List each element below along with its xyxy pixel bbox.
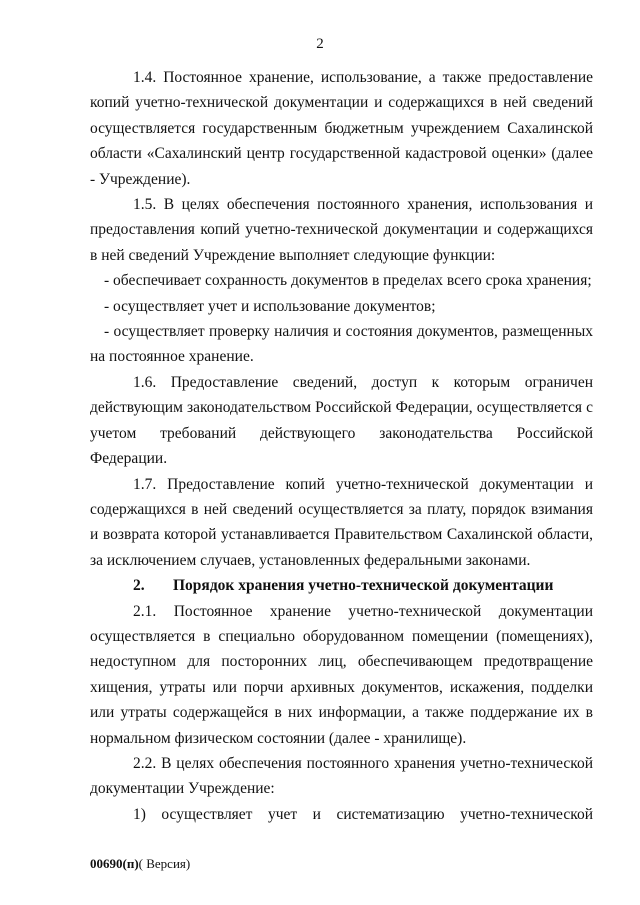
section-heading [90,573,593,598]
list-item-inspection: - осуществляет проверку наличия и состояния документов, размещенных на постоянное хранение. [90,323,593,366]
list-item-accounting: - осуществляет учет и использование документов; [104,297,436,315]
paragraph-1-4: 1.4. Постоянное хранение, использование, а также предоставление копий учетно-технической документации и содержащихся в ней сведений осуществляется государственным бюджетным учреждением Сахалинской области «Сахалинский центр государственной кадастровой оценки» (далее - Учреждение). [90,69,593,188]
paragraph-2-2: 2.2. В целях обеспечения постоянного хранения учетно-технической документации Учреждение: [90,754,593,798]
section-title: Порядок хранения учетно-технической документации [173,577,554,595]
paragraph-1-5: 1.5. В целях обеспечения постоянного хранения, использования и предоставления копий учетно-технической документации и содержащихся в ней сведений Учреждение выполняет следующие функции: [90,196,593,264]
paragraph-1-6: 1.6. Предоставление сведений, доступ к которым ограничен действующим законодательством Российской Федерации, осуществляется с учетом требований действующего законодательства Российской Федерации. [90,373,593,468]
document-version: ( Версия) [138,856,191,871]
paragraph-2-1: 2.1. Постоянное хранение учетно-технической документации осуществляется в специально оборудованном помещении (помещениях), недоступном для посторонних лиц, обеспечивающем предотвращение хищения, утраты или порчи архивных документов, искажения, подделки или утраты содержащейся в них информации, а также поддержание их в нормальном физическом состоянии (далее - хранилище). [90,602,593,747]
document-code: 00690(п) [90,856,139,871]
section-number: 2. [133,577,145,595]
page-number: 2 [316,36,324,52]
list-item-safekeeping: - обеспечивает сохранность документов в пределах всего срока хранения; [104,272,592,290]
document-body [90,65,593,827]
list-item-registration: 1) осуществляет учет и систематизацию учетно-технической [133,805,593,823]
document-footer [90,856,190,872]
paragraph-1-7: 1.7. Предоставление копий учетно-технической документации и содержащихся в ней сведений осуществляется за плату, порядок взимания и возврата которой устанавливается Правительством Сахалинской области, за исключением случаев, установленных федеральными законами. [90,475,593,569]
